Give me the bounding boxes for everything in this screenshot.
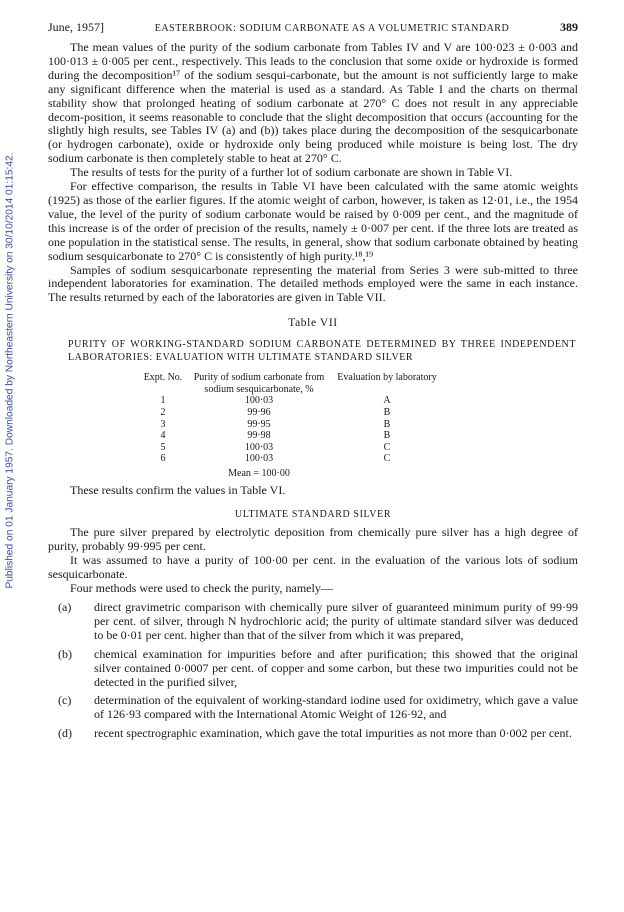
table-cell: 3: [160, 418, 166, 430]
table-cell: 100·03: [244, 441, 274, 453]
download-watermark: [2, 120, 18, 620]
paragraph: The mean values of the purity of the sodium carbonate from Tables IV and V are 100·023 ± 0·003 and 100·013 ± 0·005 per cent., respectively. This leads to the conclusion that some oxide or hydroxide is formed during the decomposition¹⁷ of the sodium sesqui-carbonate, but the amount is not sufficiently large to make any significant difference when the material is used as a standard. As Table I and the charts on thermal stability show that prolonged heating of sodium carbonate at 270° C does not result in any appreciable decom-position, it seems reasonable to conclude that the slight decomposition that occurs (accounting for the slightly high results, see Tables IV (a) and (b)) takes place during the decomposition of the sesquicarbonate (or hydrogen carbonate), oxide or hydroxide only being produced while moisture is being lost. The dry sodium carbonate is then completely stable to heat at 270° C.: [48, 40, 578, 166]
list-text: determination of the equivalent of working-standard iodine used for oxidimetry, which gave a value of 126·93 compared with the International Atomic Weight of 126·92, and: [94, 693, 578, 722]
page-number: 389: [559, 20, 578, 34]
column-header-expt: Expt. No.: [143, 372, 183, 384]
table-cell: B: [383, 407, 391, 418]
list-item: [48, 694, 578, 722]
table-cell: C: [383, 453, 391, 465]
list-item: [48, 601, 578, 643]
table-cell: 100·03: [244, 395, 274, 407]
list-label: (d): [58, 726, 72, 741]
purity-table: [143, 372, 439, 479]
table-cell: A: [383, 395, 391, 407]
list-text: recent spectrographic examination, which gave the total impurities as not more than 0·002 per cent.: [94, 726, 572, 741]
page: [48, 20, 578, 741]
table-cell: 100·03: [244, 453, 274, 465]
table-row: [143, 453, 439, 465]
table-row: [143, 407, 439, 419]
table-mean-row: [143, 465, 439, 480]
table-cell: 2: [160, 407, 166, 418]
table-cell: 4: [160, 430, 166, 442]
column-header-laboratory: Evaluation by laboratory: [337, 372, 437, 384]
table-title: PURITY OF WORKING-STANDARD SODIUM CARBONATE DETERMINED BY THREE INDEPENDENT LABORATORIES: EVALUATION WITH ULTIMATE STANDARD SILVER: [68, 339, 576, 364]
table-cell: 1: [160, 395, 166, 407]
table-cell: B: [383, 418, 391, 430]
table-mean: Mean = 100·00: [228, 467, 290, 479]
paragraph: Samples of sodium sesquicarbonate representing the material from Series 3 were sub-mitted to three independent laboratories for examination. The detailed methods employed were the same in each instance. The results returned by each of the laboratories are given in Table VII.: [48, 262, 578, 305]
table-row: [143, 395, 439, 407]
paragraph: Four methods were used to check the purity, namely—: [70, 581, 333, 596]
download-watermark-text: Published on 01 January 1957. Downloaded by Northeastern University on 30/10/2014 01:15:42.: [4, 151, 16, 589]
list-item: [48, 727, 578, 741]
paragraph: The pure silver prepared by electrolytic deposition from chemically pure silver has a high degree of purity, probably 99·995 per cent.: [48, 525, 578, 554]
table-row: [143, 430, 439, 442]
table-caption: Table VII: [288, 317, 338, 330]
list-item: [48, 648, 578, 690]
list-label: (a): [58, 600, 72, 614]
list-label: (c): [58, 693, 72, 708]
issue-date: June, 1957]: [48, 20, 104, 34]
table-cell: B: [383, 430, 391, 442]
section-heading: ULTIMATE STANDARD SILVER: [234, 509, 392, 521]
table-header-row: [143, 372, 439, 395]
table-cell: 99·95: [247, 418, 271, 430]
list-text: chemical examination for impurities before and after purification; this showed that the original silver contained 0·0007 per cent. of copper and some carbon, but these two impurities could not be detected in the purified silver,: [94, 646, 578, 689]
table-row: [143, 419, 439, 431]
running-title: EASTERBROOK: SODIUM CARBONATE AS A VOLUMETRIC STANDARD: [154, 23, 510, 34]
table-cell: C: [383, 441, 391, 453]
paragraph: The results of tests for the purity of a further lot of sodium carbonate are shown in Table VI.: [70, 165, 513, 180]
table-cell: 99·96: [247, 407, 271, 418]
running-head: [48, 20, 578, 35]
table-row: [143, 442, 439, 454]
table-cell: 5: [160, 441, 166, 453]
paragraph: It was assumed to have a purity of 100·00 per cent. in the evaluation of the various lots of sodium sesquicarbonate.: [48, 553, 578, 582]
paragraph: For effective comparison, the results in Table VI have been calculated with the same atomic weights (1925) as those of the earlier figures. If the atomic weight of carbon, however, is taken as 12·01, i.e., the 1954 value, the level of the purity of sodium carbonate would be raised by 0·009 per cent., and the magnitude of this increase is of the order of precision of the results, namely ± 0·007 per cent. if the three lots are treated as one population in the statistical sense. The results, in general, show that sodium carbonate obtained by heating sodium sesquicarbonate to 270° C is consistently of high purity.¹⁸,¹⁹: [48, 179, 578, 263]
paragraph: These results confirm the values in Table VI.: [70, 482, 286, 497]
column-header-purity: Purity of sodium carbonate from sodium sesquicarbonate, %: [193, 372, 325, 395]
list-label: (b): [58, 646, 72, 661]
list-text: direct gravimetric comparison with chemically pure silver of guaranteed minimum purity of 99·99 per cent. of silver, through N hydrochloric acid; the purity of ultimate standard silver was deduced to be 0·01 per cent. higher than that of the silver from which it was prepared,: [94, 600, 578, 642]
table-cell: 99·98: [247, 430, 271, 442]
table-cell: 6: [160, 453, 166, 465]
